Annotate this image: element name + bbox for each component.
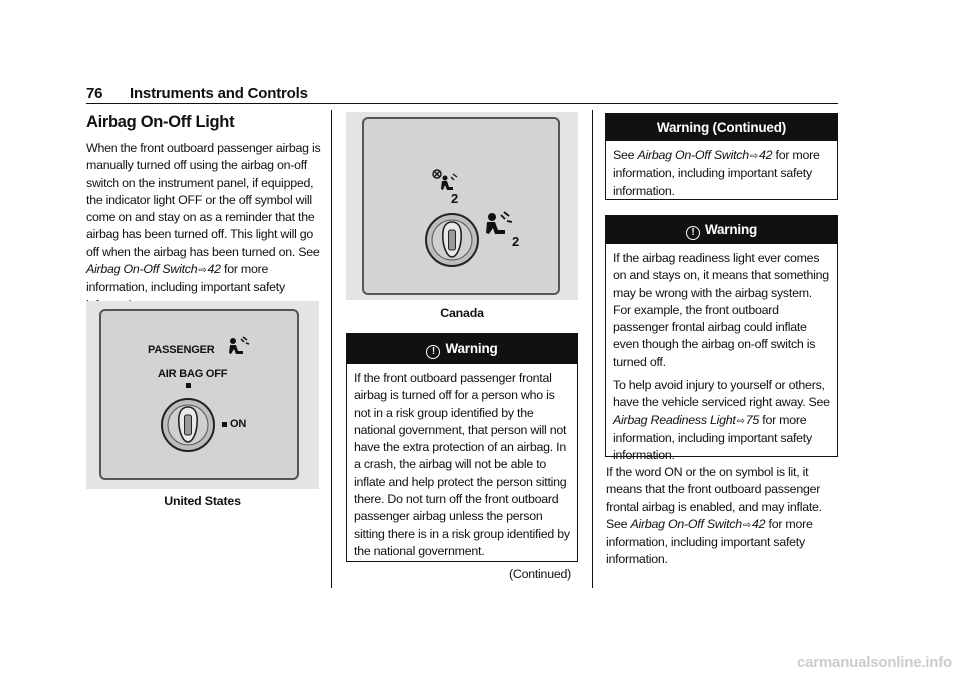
page-ref[interactable]: 75	[745, 412, 760, 427]
on-label: ON	[230, 418, 247, 430]
warning-header: ! Warning	[347, 334, 577, 364]
page-ref-arrow-icon: ⇨	[742, 519, 752, 531]
key-switch[interactable]	[424, 212, 480, 268]
on-symbol-number: 2	[512, 234, 520, 249]
passenger-label: PASSENGER	[148, 344, 215, 356]
airbag-on-symbol-icon	[484, 211, 514, 239]
section-title-header: Instruments and Controls	[130, 85, 308, 102]
page-ref[interactable]: 42	[759, 148, 773, 162]
warning-header: ! Warning	[606, 216, 837, 244]
cross-ref-link[interactable]: Airbag Readiness Light	[613, 412, 736, 427]
warning-body: If the airbag readiness light ever comes on and stays on, it means that something may be wrong with the airbag system. For example, the front outboard passenger frontal airbag could inflate even though the airbag on-off switch is turned off. To help avoid injury to yourself or others, have the vehicle serviced right away. See Airbag Readiness Light⇨75 for more information, including important safety information.	[613, 251, 830, 463]
intro-paragraph: When the front outboard passenger airbag is manually turned off using the airbag on-off switch on the instrument panel, if equipped, the indicator light OFF or the off symbol will come on and stay on as a reminder that the airbag has been turned off. This light will go off when the airbag has been turned on. See Airbag On-Off Switch⇨42 for more information, including important safety	[86, 141, 321, 295]
warning-continued-header: Warning (Continued)	[606, 114, 837, 141]
header-rule	[86, 103, 838, 104]
figure-caption-canada: Canada	[440, 306, 484, 320]
cross-ref-link[interactable]: Airbag On-Off Switch	[86, 262, 198, 277]
continued-label: (Continued)	[509, 567, 571, 582]
page-header	[86, 84, 838, 104]
page-ref[interactable]: 42	[207, 262, 221, 277]
switch-panel	[362, 117, 560, 295]
warning-icon: !	[426, 345, 440, 359]
on-indicator-light	[222, 422, 227, 427]
key-switch[interactable]	[160, 397, 216, 453]
off-symbol-number: 2	[451, 191, 459, 206]
column-divider	[592, 110, 593, 588]
cross-ref-link[interactable]: Airbag On-Off Switch	[637, 148, 749, 162]
page-ref-arrow-icon: ⇨	[736, 415, 745, 427]
figure-caption-us: United States	[164, 494, 241, 508]
switch-panel	[99, 309, 299, 480]
page-ref-arrow-icon: ⇨	[198, 265, 207, 277]
warning-box	[346, 333, 578, 582]
airbag-off-label: AIR BAG OFF	[158, 368, 228, 380]
warning-continued-box	[605, 113, 838, 200]
off-indicator-light	[186, 383, 191, 388]
page-ref-arrow-icon: ⇨	[749, 151, 759, 162]
passenger-airbag-icon	[227, 336, 251, 358]
warning-body: If the front outboard passenger frontal airbag is turned off for a person who is not in a risk group identified by the national government, that person will not have the extra protection of an airbag. In a crash, the airbag will not be able to inflate and help protect the person sitting there. Do not turn off the front outboard passenger airbag unless the person sitting there is in a risk group identified by the national government. (Continued)	[347, 364, 577, 588]
figure-canada	[346, 112, 578, 300]
cross-ref-link[interactable]: Airbag On-Off Switch	[630, 516, 742, 531]
column-divider	[331, 110, 332, 588]
on-light-paragraph: If the word ON or the on symbol is lit, it means that the front outboard passenger frontal airbag is enabled, and may inflate. See Airbag On-Off Switch⇨42 for more information, including important safety information.	[606, 465, 822, 567]
figure-united-states	[86, 301, 319, 489]
page-ref[interactable]: 42	[752, 516, 766, 531]
warning-continued-body: See Airbag On-Off Switch⇨42 for more information, including important safety information.	[613, 148, 820, 198]
watermark: carmanualsonline.info	[797, 654, 952, 671]
warning-box-readiness	[605, 215, 838, 463]
section-heading: Airbag On-Off Light	[86, 113, 235, 131]
page-number: 76	[86, 85, 103, 102]
warning-icon: !	[686, 226, 700, 240]
